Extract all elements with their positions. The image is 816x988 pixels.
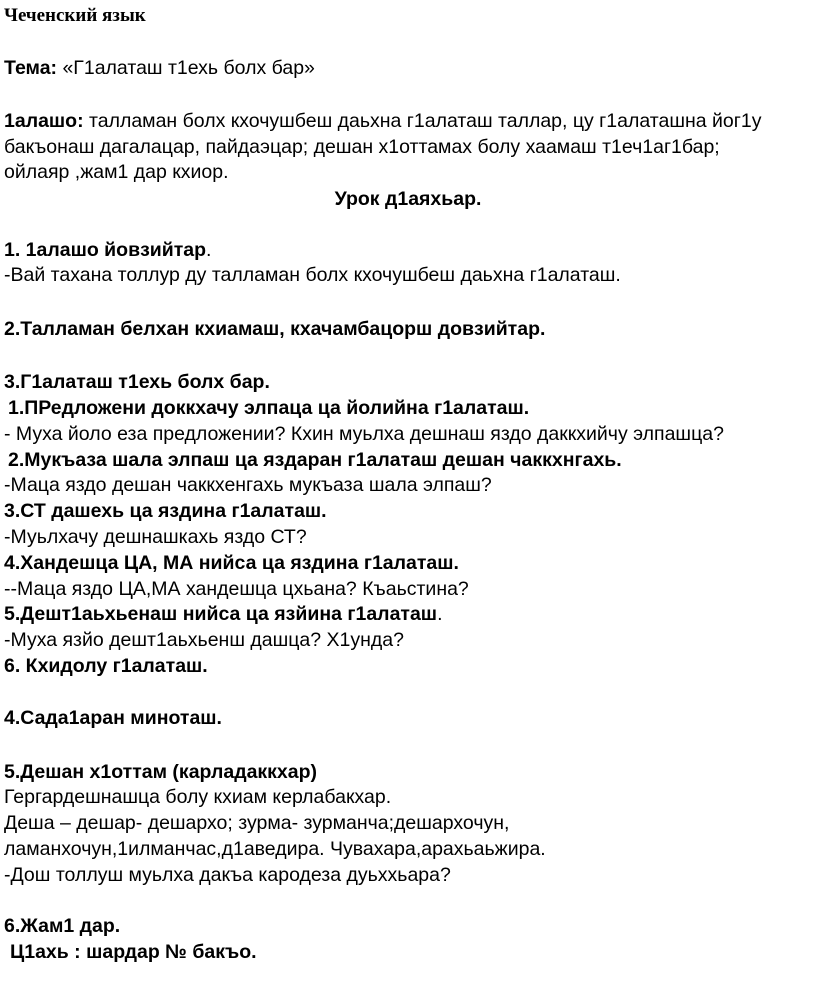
error-item-4-question: --Маца яздо ЦА,МА хандешца цхьана? Къаьстина? <box>4 578 469 600</box>
subject-title: Чеченский язык <box>4 5 146 26</box>
error-item-2-heading: 2.Мукъаза шала элпаш ца яздаран г1алаташ дешан чаккхнгахь. <box>8 449 622 471</box>
error-item-5-heading <box>4 602 442 626</box>
topic-label: Тема: <box>4 57 58 79</box>
topic-line <box>4 56 315 80</box>
step1-text: -Вай тахана толлур ду талламан болх кхочушбеш даьхна г1алаташ. <box>4 264 621 286</box>
error-item-5-question: -Муха язйо дешт1аьхьенш дашца? Х1унда? <box>4 629 404 651</box>
error-item-3-question: -Муьлхачу дешнашкахь яздо СТ? <box>4 526 307 548</box>
error-item-2-question: -Маца яздо дешан чаккхенгахь мукъаза шала элпаш? <box>4 474 492 496</box>
error-item-1-heading: 1.ПРедложени доккхачу элпаца ца йолийна г1алаташ. <box>8 397 530 419</box>
error-item-6-heading: 6. Кхидолу г1алаташ. <box>4 655 208 677</box>
step1-heading <box>4 238 211 262</box>
step1-heading-text: 1. 1алашо йовзийтар <box>4 239 207 261</box>
step2-heading: 2.Талламан белхан кхиамаш, кхачамбацорш довзийтар. <box>4 318 546 340</box>
step5-line-4: -Дош толлуш муьлха дакъа кародеза дуьххьара? <box>4 864 451 886</box>
goal-line-1 <box>4 109 761 133</box>
goal-line-2: бакъонаш дагалацар, пайдаэцар; дешан х1оттамах болу хаамаш т1еч1аг1бар; <box>4 136 720 158</box>
homework-line: Ц1ахь : шардар № бакъо. <box>10 941 257 963</box>
step3-heading: 3.Г1алаташ т1ехь болх бар. <box>4 371 270 393</box>
topic-value: «Г1алаташ т1ехь болх бар» <box>57 57 315 79</box>
step5-line-1: Гергардешнашца болу кхиам керлабакхар. <box>4 786 392 808</box>
step5-heading: 5.Дешан х1оттам (карладаккхар) <box>4 761 318 783</box>
step4-heading: 4.Сада1аран миноташ. <box>4 707 222 729</box>
error-item-4-heading: 4.Хандешца ЦА, МА нийса ца яздина г1алаташ. <box>4 552 459 574</box>
goal-line-3: ойлаяр ,жам1 дар кхиор. <box>4 161 229 183</box>
error-item-1-question: - Муха йоло еза предложении? Кхин муьлха дешнаш яздо даккхийчу элпашца? <box>4 423 724 445</box>
step1-heading-end: . <box>206 239 212 261</box>
step5-line-3: ламанхочун,1илманчас,д1аведира. Чувахара,арахьаьжира. <box>4 838 546 860</box>
error-item-5-heading-end: . <box>437 603 443 625</box>
lesson-heading: Урок д1аяхьар. <box>334 188 482 210</box>
step5-line-2: Деша – дешар- дешархо; зурма- зурманча;дешархочун, <box>4 812 510 834</box>
goal-label: 1алашо: <box>4 110 84 132</box>
goal-text-1: талламан болх кхочушбеш даьхна г1алаташ таллар, цу г1алаташна йог1у <box>83 110 762 132</box>
step6-heading: 6.Жам1 дар. <box>4 915 121 937</box>
error-item-3-heading: 3.СТ дашехь ца яздина г1алаташ. <box>4 500 327 522</box>
error-item-5-heading-text: 5.Дешт1аьхьенаш нийса ца язйина г1алаташ <box>4 603 438 625</box>
